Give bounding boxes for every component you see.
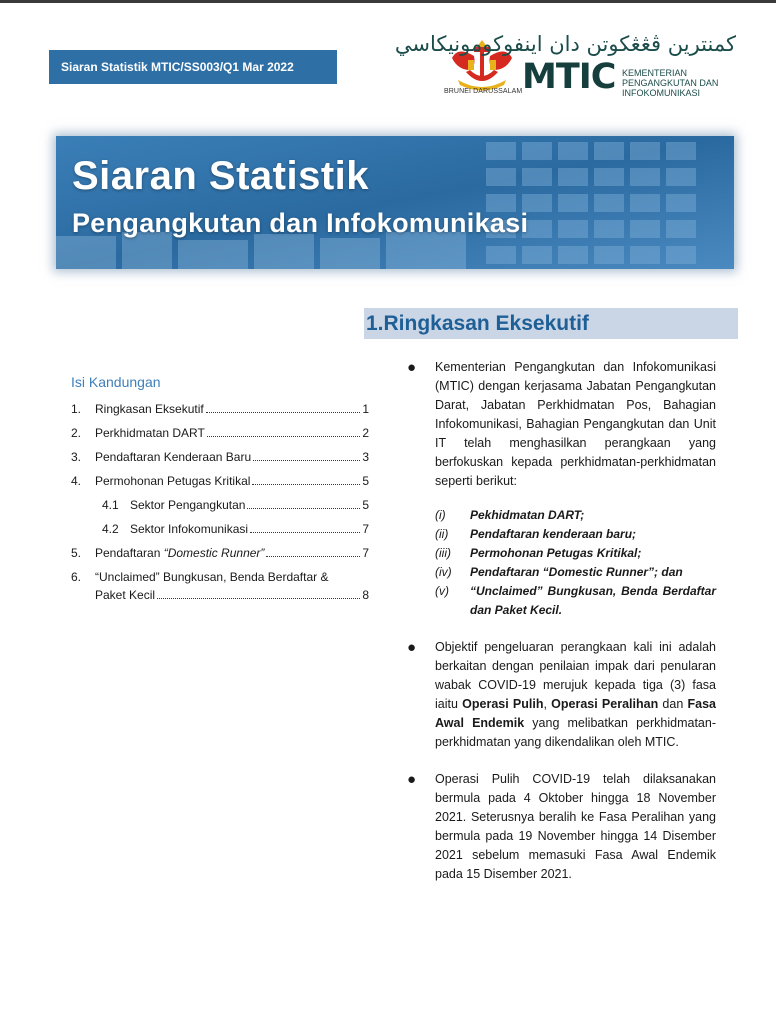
toc-title: Isi Kandungan	[71, 374, 161, 390]
bullet-icon: ●	[407, 359, 417, 376]
toc-item[interactable]	[71, 401, 369, 417]
toc-item-number: 4.2	[102, 522, 119, 536]
toc-item-label: Perkhidmatan DART	[95, 426, 205, 440]
text-run: yang melibatkan perkhidmatan-perkhidmatan yang dikendalikan oleh MTIC.	[435, 716, 716, 749]
ministry-name-line: INFOKOMUNIKASI	[622, 88, 701, 98]
text-run: dan	[658, 697, 688, 711]
toc-item-number: 6.	[71, 570, 82, 584]
toc-item-page: 3	[362, 450, 369, 464]
toc-leader	[252, 474, 360, 485]
list-item-number: (i)	[435, 508, 446, 522]
top-rule	[0, 0, 776, 3]
list-item-text: Pendaftaran “Domestic Runner”; dan	[470, 565, 683, 579]
list-item	[435, 563, 716, 582]
toc-subitem[interactable]	[71, 497, 369, 513]
toc-item[interactable]	[71, 425, 369, 441]
list-item-number: (v)	[435, 584, 449, 598]
toc-item-page: 8	[362, 588, 369, 602]
toc-item-number: 4.	[71, 474, 82, 488]
bullet-text	[435, 358, 716, 620]
text-run-bold: Operasi Pulih	[462, 697, 544, 711]
toc-leader	[247, 498, 360, 509]
text-run-bold: Fasa Awal Endemik	[435, 697, 716, 730]
toc-item-label-prefix: Pendaftaran	[95, 546, 164, 560]
list-item	[435, 544, 716, 563]
crest-caption: BRUNEI DARUSSALAM	[444, 88, 523, 95]
list-item-number: (ii)	[435, 527, 449, 541]
executive-summary	[404, 358, 716, 902]
ministry-name-line: PENGANGKUTAN DAN	[622, 78, 719, 88]
toc-item[interactable]	[71, 449, 369, 465]
list-item-number: (iv)	[435, 565, 452, 579]
toc-item-page: 7	[362, 522, 369, 536]
ministry-name	[622, 68, 742, 98]
table-of-contents	[71, 374, 369, 602]
list-item	[435, 506, 716, 525]
toc-item-label: Sektor Pengangkutan	[130, 498, 246, 512]
toc-item-label: Sektor Infokomunikasi	[130, 522, 249, 536]
toc-item-number: 1.	[71, 402, 82, 416]
list-item-text: Permohonan Petugas Kritikal;	[470, 546, 642, 560]
bullet-icon: ●	[407, 639, 417, 656]
toc-leader	[250, 522, 360, 533]
toc-item-page: 2	[362, 426, 369, 440]
ministry-logo	[394, 30, 744, 100]
title-banner	[56, 136, 734, 269]
toc-item-page: 5	[362, 498, 369, 512]
toc-item-page: 5	[362, 474, 369, 488]
toc-item-label: Permohonan Petugas Kritikal	[95, 474, 251, 488]
toc-item-continuation[interactable]	[71, 588, 369, 602]
list-item	[435, 582, 716, 620]
ministry-name-jawi: كمنترين ڤڠڠكوتن دان اينفوكومونيكاسي	[394, 32, 736, 56]
toc-item-label: Paket Kecil	[95, 588, 156, 602]
toc-leader	[207, 426, 360, 437]
ministry-name-line: KEMENTERIAN	[622, 68, 688, 78]
banner-subtitle: Pengangkutan dan Infokomunikasi	[72, 208, 529, 238]
toc-item-label: Ringkasan Eksekutif	[95, 402, 204, 416]
list-item-number: (iii)	[435, 546, 451, 560]
services-list	[435, 506, 716, 620]
paragraph: Kementerian Pengangkutan dan Infokomunikasi (MTIC) dengan kerjasama Jabatan Pengangkutan Darat, Jabatan Perkhidmatan Pos, Bahagian Infokomunikasi, Bahagian Pengangkutan dan Unit IT telah menghasilkan perangkaan yang berfokuskan kepada perkhidmatan-perkhidmatan seperti berikut:	[435, 360, 716, 488]
toc-item-page: 1	[362, 402, 369, 416]
summary-bullet	[404, 638, 716, 752]
toc-item-label-italic: “Domestic Runner”	[163, 546, 265, 560]
list-item	[435, 525, 716, 544]
toc-leader	[253, 450, 360, 461]
toc-item-page: 7	[362, 546, 369, 560]
banner-title: Siaran Statistik	[72, 154, 370, 198]
bullet-icon: ●	[407, 771, 417, 788]
bullet-text	[435, 638, 716, 752]
toc-item[interactable]	[71, 569, 369, 585]
list-item-text: Pendaftaran kenderaan baru;	[470, 527, 637, 541]
toc-subitem[interactable]	[71, 521, 369, 537]
list-item-text: “Unclaimed” Bungkusan, Benda Berdaftar dan Paket Kecil.	[470, 584, 716, 617]
summary-bullet	[404, 770, 716, 884]
toc-item-number: 2.	[71, 426, 82, 440]
toc-item[interactable]	[71, 473, 369, 489]
toc-item-label: “Unclaimed” Bungkusan, Benda Berdaftar &	[95, 570, 329, 584]
toc-leader	[206, 402, 361, 413]
text-run: Objektif pengeluaran perangkaan kali ini adalah berkaitan dengan penilaian impak dari penularan wabak COVID-19 merujuk kepada tiga (3) fasa iaitu	[435, 640, 716, 711]
ministry-acronym: MTIC	[522, 57, 616, 97]
section-heading: 1.Ringkasan Eksekutif	[364, 308, 738, 339]
toc-item[interactable]	[71, 545, 369, 561]
publication-reference: Siaran Statistik MTIC/SS003/Q1 Mar 2022	[49, 50, 337, 84]
toc-leader	[266, 546, 360, 557]
text-run: ,	[543, 697, 552, 711]
toc-leader	[157, 588, 360, 599]
toc-item-label	[95, 545, 264, 561]
toc-item-number: 4.1	[102, 498, 119, 512]
toc-item-label: Pendaftaran Kenderaan Baru	[95, 450, 252, 464]
toc-item-number: 5.	[71, 546, 82, 560]
summary-bullet	[404, 358, 716, 620]
bullet-text: Operasi Pulih COVID-19 telah dilaksanakan bermula pada 4 Oktober hingga 18 November 2021. Seterusnya beralih ke Fasa Peralihan yang bermula pada 19 November hingga 14 Disember 2021 sebelum memasuki Fasa Awal Endemik pada 15 Disember 2021.	[435, 772, 716, 881]
toc-item-number: 3.	[71, 450, 82, 464]
text-run-bold: Operasi Peralihan	[551, 697, 659, 711]
list-item-text: Pekhidmatan DART;	[470, 508, 585, 522]
